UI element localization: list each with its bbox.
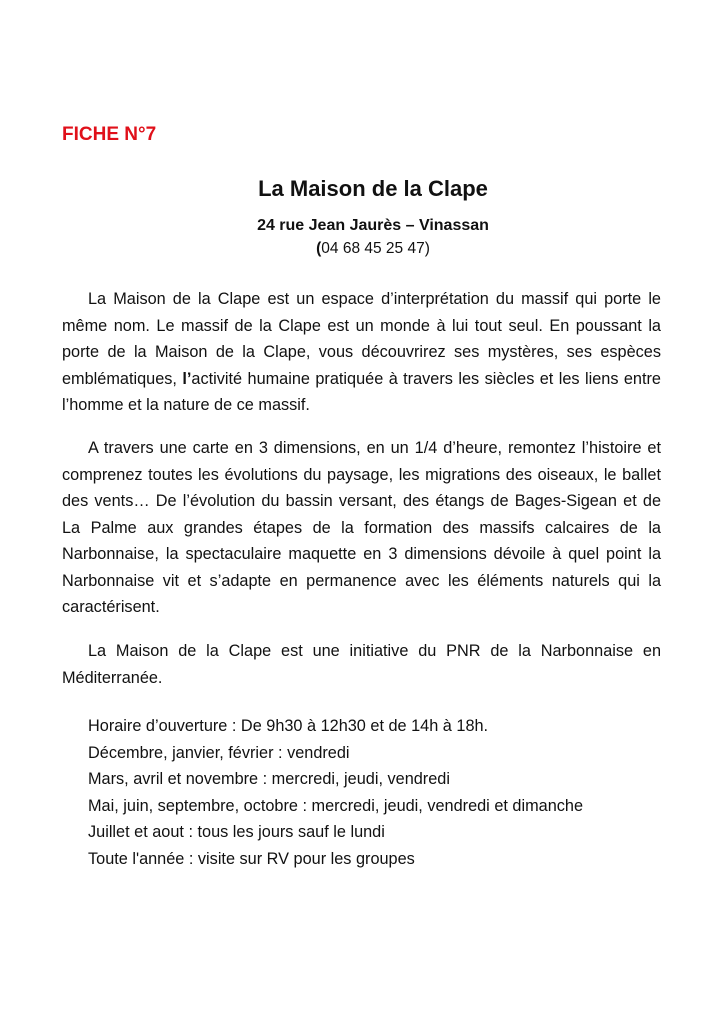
hours-line: Horaire d’ouverture : De 9h30 à 12h30 et de 14h à 18h. [88,717,489,735]
hours-line: Toute l'année : visite sur RV pour les groupes [88,849,415,868]
intro-text-start: La Maison de la Clape est un espace d’interprétation du massif qui porte le même nom. Le massif de la Clape est un monde à lui tout seul. En poussant la porte de la Maison de la Clape, vous découvrirez ses mystères, ses espèces emblématiques, [62,290,661,388]
intro-text-bold: l’ [182,369,192,388]
opening-hours-list [62,713,661,872]
address: 24 rue Jean Jaurès – Vinassan [257,217,489,234]
map-paragraph: A travers une carte en 3 dimensions, en un 1/4 d’heure, remontez l’histoire et comprenez toutes les évolutions du paysage, les migrations des oiseaux, le ballet des vents… De l’évolution du bassin versant, des étangs de Bages-Sigean et de La Palme aux grandes étapes de la formation des massifs calcaires de la Narbonnaise, la spectaculaire maquette en 3 dimensions dévoile à quel point la Narbonnaise vit et s’adapte en permanence avec les éléments naturels qui la caractérisent. [62,439,661,616]
hours-line: Décembre, janvier, février : vendredi [88,743,350,762]
hours-line: Mai, juin, septembre, octobre : mercredi, jeudi, vendredi et dimanche [88,796,584,815]
page-title: La Maison de la Clape [258,176,488,201]
intro-paragraph [62,286,661,419]
initiative-paragraph: La Maison de la Clape est une initiative du PNR de la Narbonnaise en Méditerranée. [62,642,661,687]
intro-text-end: activité humaine pratiquée à travers les siècles et les liens entre l’homme et la nature de ce massif. [62,369,661,414]
phone-number [0,240,722,258]
phone-open-paren: ( [316,240,322,257]
hours-line: Juillet et aout : tous les jours sauf le lundi [88,823,385,841]
hours-line: Mars, avril et novembre : mercredi, jeudi, vendredi [88,770,450,788]
fiche-label: FICHE N°7 [62,124,157,145]
phone-digits: 04 68 45 25 47) [321,240,430,257]
